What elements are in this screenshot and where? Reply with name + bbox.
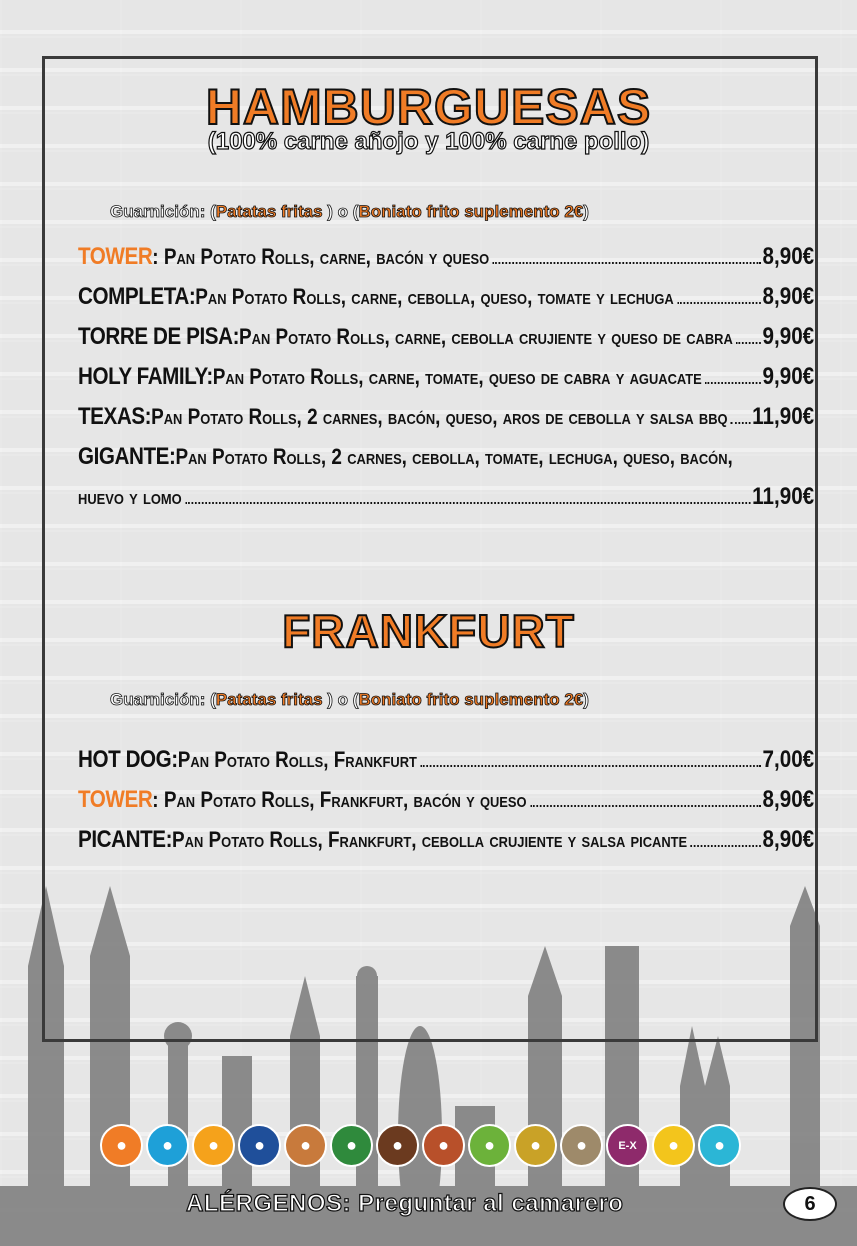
menu-item-name: TOWER [78,243,153,270]
menu-item-description: Pan Potato Rolls, Frankfurt [177,747,417,772]
menu-item-price: 11,90€ [752,403,815,430]
garnish-or: ) o ( [322,202,359,221]
garnish-note-frankfurt [110,690,589,710]
leader-dots [677,302,761,304]
leader-dots [691,845,761,847]
menu-item [78,746,814,774]
leader-dots [736,342,761,344]
garnish-or: ) o ( [322,690,359,709]
menu-item [78,826,814,854]
nut-icon: ● [422,1124,465,1167]
menu-item-description: huevo y lomo [78,484,182,509]
menu-item-description: Pan Potato Rolls, Frankfurt, cebolla crujiente y salsa picante [172,827,688,852]
wheat-icon: ● [100,1124,143,1167]
menu-item-price: 9,90€ [762,323,815,350]
menu-item-price: 7,00€ [762,746,815,773]
lupin-icon: ● [652,1124,695,1167]
section-title-frankfurt: FRANKFURT [282,605,575,657]
leader-dots [731,422,750,424]
menu-item-price: 8,90€ [762,243,815,270]
menu-item-price: 8,90€ [762,786,815,813]
leader-dots [185,502,750,504]
menu-item-description: : Pan Potato Rolls, Frankfurt, bacón y queso [152,787,527,812]
leader-dots [420,765,760,767]
menu-item-name: HOT DOG: [78,746,178,773]
section-title-hamburguesas: HAMBURGUESAS [205,79,652,135]
menu-item-name: COMPLETA: [78,283,196,310]
egg-icon: ● [192,1124,235,1167]
leader-dots [530,805,761,807]
menu-item [78,243,814,271]
menu-item-description: Pan Potato Rolls, 2 carnes, cebolla, tomate, lechuga, queso, bacón, [175,444,733,469]
menu-item-name: TOWER [78,786,153,813]
menu-item-name: HOLY FAMILY: [78,363,213,390]
menu-item-description: Pan Potato Rolls, 2 carnes, bacón, queso, aros de cebolla y salsa bbq [151,404,728,429]
soy-icon: ● [330,1124,373,1167]
menu-item [78,403,814,431]
menu-item-name: GIGANTE: [78,443,176,470]
menu-item-price: 8,90€ [762,283,815,310]
garnish-close: ) [583,202,589,221]
menu-item-description: Pan Potato Rolls, carne, tomate, queso de cabra y aguacate [212,364,702,389]
menu-item [78,443,814,471]
menu-item-name: TORRE DE PISA: [78,323,240,350]
menu-item [78,283,814,311]
garnish-open: ( [205,202,216,221]
peanut-icon: ● [284,1124,327,1167]
celery-icon: ● [468,1124,511,1167]
menu-item-price: 11,90€ [752,483,815,510]
crab-icon: ● [146,1124,189,1167]
garnish-option-sweet-potato: Boniato frito suplemento 2€ [358,202,584,221]
milk-icon: ● [376,1124,419,1167]
menu-item [78,483,814,511]
section-subtitle: (100% carne añojo y 100% carne pollo) [207,128,650,155]
allergen-footer: ALÉRGENOS: Preguntar al camarero [186,1190,624,1217]
menu-item [78,363,814,391]
garnish-option-fries: Patatas fritas [215,690,323,709]
sesame-icon: ● [560,1124,603,1167]
leader-dots [493,262,761,264]
menu-item-description: : Pan Potato Rolls, carne, bacón y queso [152,244,490,269]
allergen-icons [100,1124,741,1167]
menu-item-name: TEXAS: [78,403,152,430]
garnish-label: Guarnición: [110,690,206,709]
garnish-close: ) [583,690,589,709]
menu-item-description: Pan Potato Rolls, carne, cebolla crujiente y queso de cabra [239,324,733,349]
leader-dots [705,382,761,384]
menu-item-price: 8,90€ [762,826,815,853]
mustard-icon: ● [514,1124,557,1167]
garnish-note-hamburguesas [110,202,589,222]
garnish-option-fries: Patatas fritas [215,202,323,221]
menu-item [78,323,814,351]
garnish-label: Guarnición: [110,202,206,221]
shellfish-icon: ● [698,1124,741,1167]
menu-item [78,786,814,814]
garnish-open: ( [205,690,216,709]
page-number: 6 [783,1187,837,1221]
menu-item-description: Pan Potato Rolls, carne, cebolla, queso, tomate y lechuga [195,284,674,309]
menu-item-name: PICANTE: [78,826,173,853]
fish-icon: ● [238,1124,281,1167]
menu-item-price: 9,90€ [762,363,815,390]
sulphite-icon: E-X [606,1124,649,1167]
garnish-option-sweet-potato: Boniato frito suplemento 2€ [358,690,584,709]
